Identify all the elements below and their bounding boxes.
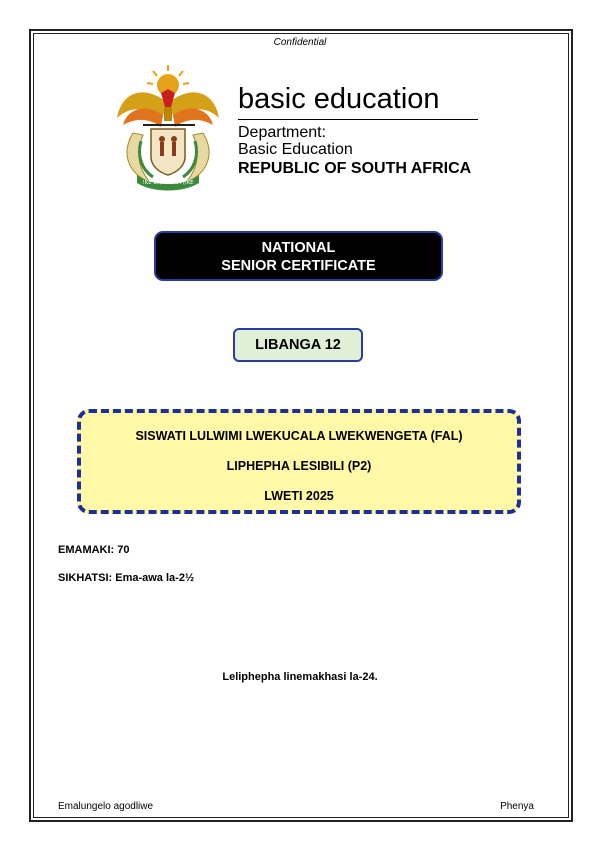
certificate-line-1: NATIONAL (261, 240, 336, 256)
certificate-line-2: SENIOR CERTIFICATE (221, 258, 376, 274)
subject-panel (77, 409, 521, 514)
marks-info: EMAMAKI: 70 (58, 544, 130, 556)
page-count-note: Leliphepha linemakhasi la-24. (222, 671, 378, 683)
exam-session: LWETI 2025 (264, 489, 334, 503)
department-name: Basic Education (238, 141, 353, 158)
subject-name: SISWATI LULWIMI LWEKUCALA LWEKWENGETA (FAL) (135, 429, 463, 443)
confidential-label: Confidential (273, 37, 327, 48)
country-name: REPUBLIC OF SOUTH AFRICA (238, 160, 472, 177)
brand-title: basic education (238, 83, 440, 115)
department-label: Department: (238, 124, 327, 141)
grade-badge: LIBANGA 12 (233, 328, 363, 362)
copyright-notice: Emalungelo agodliwe (58, 801, 154, 812)
time-info: SIKHATSI: Ema-awa la-2½ (58, 572, 195, 584)
brand-divider (238, 119, 478, 120)
certificate-banner (154, 231, 443, 281)
coat-of-arms-logo (113, 63, 223, 191)
paper-name: LIPHEPHA LESIBILI (P2) (226, 459, 372, 473)
turn-over-label: Phenya (500, 801, 534, 812)
crest-motto: !KE E: /XARRA //KE (142, 180, 194, 186)
